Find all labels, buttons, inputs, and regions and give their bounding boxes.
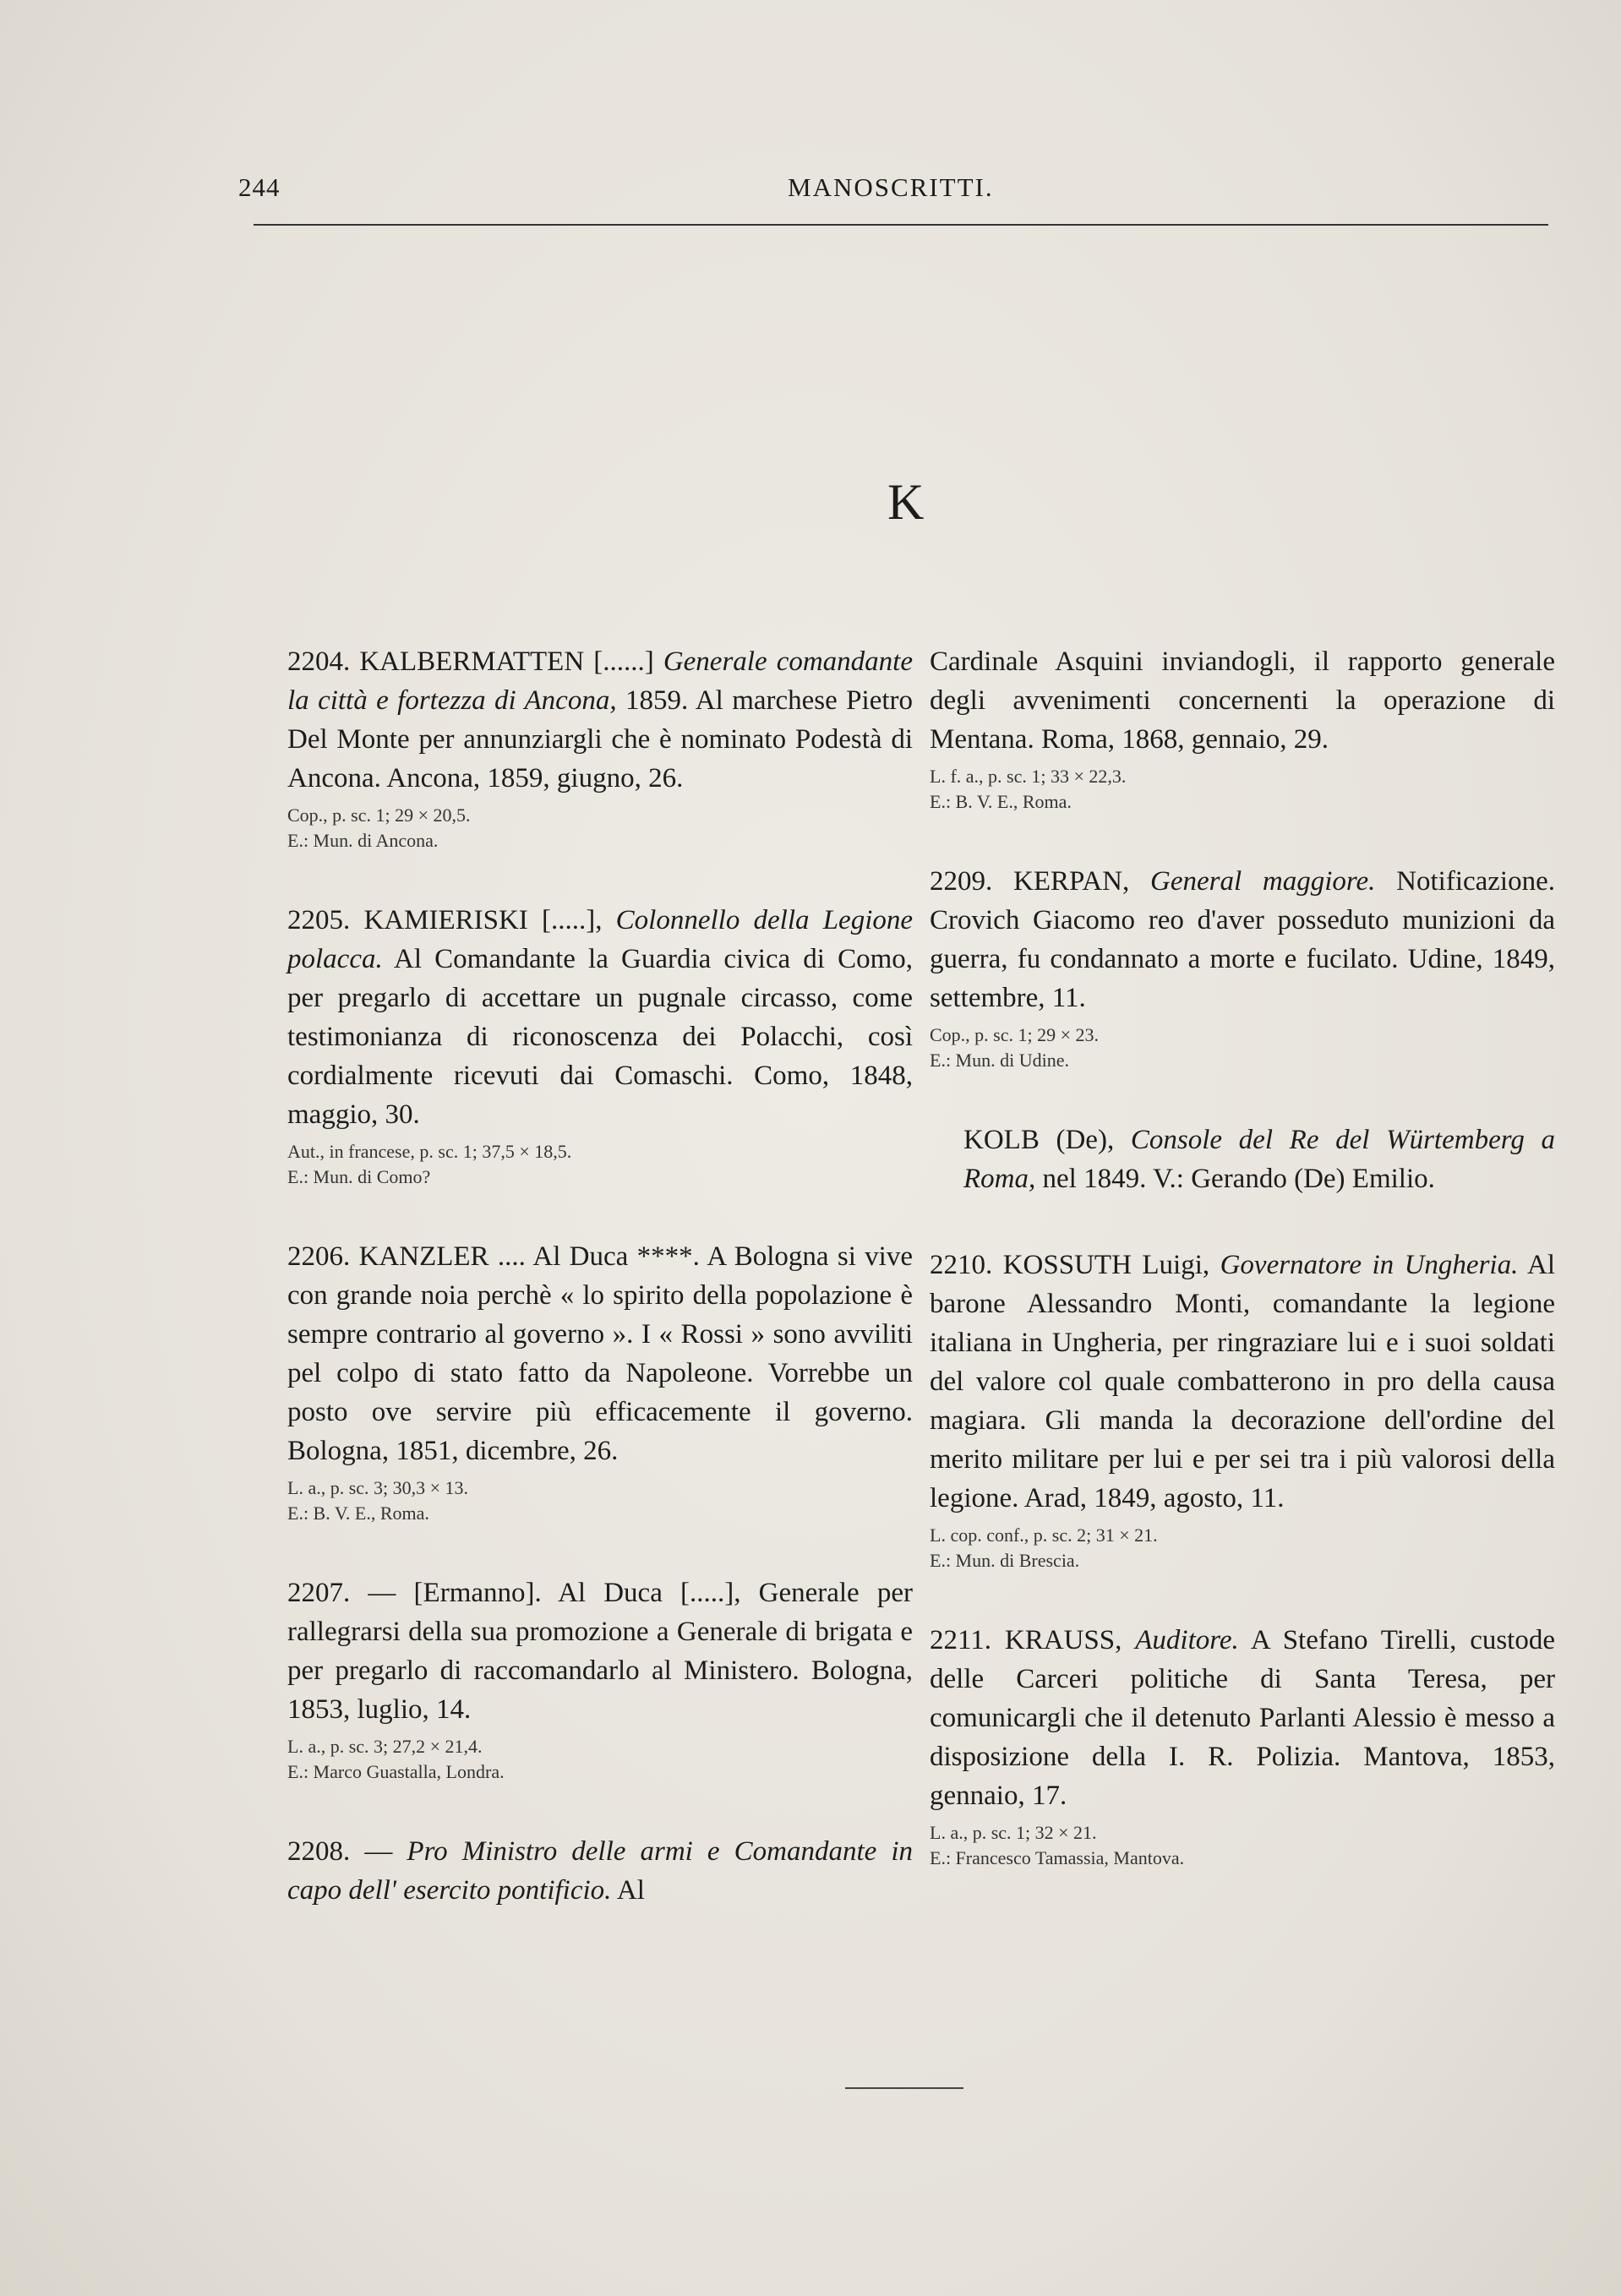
entry-title: Generale comandante la città e fortezza di Ancona, <box>287 646 913 716</box>
entry-description: Al Comandante la Guardia civica di Como, per pregarlo di accettare un pugnale circasso, come testimonianza di riconoscenza dei Polacchi, così cordialmente ricevuti dai Comaschi. Como, 1848, maggio, 30. <box>287 944 914 1130</box>
entry-text <box>287 642 913 798</box>
entry-description: Al barone Alessandro Monti, comandante la legione italiana in Ungheria, per ringraziare lui e i suoi soldati del valore col quale combatterono in pro della causa magiara. Gli manda la decorazione dell'ordine del merito militare per lui e per sei tra i più valorosi della legione. Arad, 1849, agosto, 11. <box>930 1250 1555 1513</box>
catalog-entry <box>287 901 913 1190</box>
entry-description: A Stefano Tirelli, custode delle Carceri politiche di Santa Teresa, per comunicargli che il detenuto Parlanti Alessio è messo a disposizione della I. R. Polizia. Mantova, 1853, gennaio, 17. <box>930 1625 1555 1811</box>
entry-number: 2204. <box>287 646 351 677</box>
entry-number: 2205. <box>287 905 351 935</box>
entry-location-note: E.: B. V. E., Roma. <box>930 791 1072 812</box>
right-column <box>930 642 1555 1918</box>
left-column <box>287 642 913 1957</box>
entry-description: per rallegrarsi della sua promozione a Generale di brigata e per pregarlo di raccomandarlo al Ministero. Bologna, 1853, luglio, 14. <box>287 1578 914 1725</box>
page-number: 244 <box>238 172 281 202</box>
entry-physical-note: L. a., p. sc. 1; 32 × 21. <box>930 1822 1097 1843</box>
section-letter: K <box>887 474 925 530</box>
page-header <box>230 169 1548 220</box>
catalog-entry <box>287 1573 913 1785</box>
entry-physical-note: L. a., p. sc. 3; 27,2 × 21,4. <box>287 1736 483 1757</box>
entry-physical-note: Aut., in francese, p. sc. 1; 37,5 × 18,5. <box>287 1141 572 1162</box>
entry-name: KANZLER .... Al Duca ****. <box>358 1241 700 1272</box>
entry-title: Colonnello della Legione polacca. <box>287 905 914 974</box>
catalog-entry <box>287 1237 913 1526</box>
entry-title: Auditore. <box>1135 1625 1239 1655</box>
catalog-entry <box>930 862 1555 1073</box>
catalog-entry-continued <box>930 642 1555 815</box>
entry-description: Al <box>616 1875 645 1906</box>
entry-name: KAMIERISKI [.....], <box>363 905 603 935</box>
bottom-rule <box>845 2087 963 2089</box>
entry-text <box>287 901 913 1134</box>
entry-physical-note: L. f. a., p. sc. 1; 33 × 22,3. <box>930 766 1127 787</box>
entry-number: 2211. <box>930 1625 992 1655</box>
header-rule <box>254 224 1548 226</box>
entry-title: Pro Ministro delle armi e Comandante in capo dell' esercito pontificio. <box>287 1836 914 1906</box>
entry-name: KOLB (De), <box>963 1125 1115 1155</box>
entry-location-note: E.: Mun. di Udine. <box>930 1050 1069 1071</box>
entry-physical-note: Cop., p. sc. 1; 29 × 20,5. <box>287 804 471 826</box>
entry-description: nel 1849. V.: Gerando (De) Emilio. <box>1042 1164 1435 1194</box>
entry-physical-note: L. a., p. sc. 3; 30,3 × 13. <box>287 1477 469 1498</box>
entry-title: General maggiore. <box>1150 866 1376 897</box>
entry-number: 2207. <box>287 1578 351 1608</box>
entry-physical-note: L. cop. conf., p. sc. 2; 31 × 21. <box>930 1524 1158 1546</box>
entry-description: 1859. Al marchese Pietro Del Monte per annunziargli che è nominato Podestà di Ancona. Ancona, 1859, giugno, 26. <box>287 685 914 794</box>
cross-reference-entry <box>930 1121 1555 1198</box>
entry-description: A Bologna si vive con grande noia perchè « lo spirito della popolazione è sempre contrario al governo ». I « Rossi » sono avviliti pel colpo di stato fatto da Napoleone. Vorrebbe un posto ove servire più efficacemente il governo. Bologna, 1851, dicembre, 26. <box>287 1241 914 1466</box>
entry-description: Notificazione. Crovich Giacomo reo d'aver posseduto munizioni da guerra, fu condannato a morte e fucilato. Udine, 1849, settembre, 11. <box>930 866 1555 1013</box>
entry-name: KERPAN, <box>1013 866 1130 897</box>
entry-location-note: E.: Mun. di Como? <box>287 1166 431 1187</box>
entry-number: 2209. <box>930 866 993 897</box>
entry-number: 2206. <box>287 1241 351 1272</box>
entry-name: KOSSUTH Luigi, <box>1002 1250 1210 1280</box>
entry-location-note: E.: Mun. di Brescia. <box>930 1550 1080 1571</box>
entry-text <box>287 1573 913 1729</box>
entry-text <box>963 1121 1555 1198</box>
entry-number: 2210. <box>930 1250 993 1280</box>
entry-description: Cardinale Asquini inviandogli, il rapporto generale degli avvenimenti concernenti la operazione di Mentana. Roma, 1868, gennaio, 29. <box>930 646 1555 755</box>
entry-name: — [Ermanno]. Al Duca [.....], Generale <box>368 1578 860 1608</box>
entry-location-note: E.: Francesco Tamassia, Mantova. <box>930 1847 1185 1868</box>
entry-location-note: E.: Mun. di Ancona. <box>287 830 439 851</box>
entry-number: 2208. <box>287 1836 351 1867</box>
catalog-entry <box>930 1246 1555 1573</box>
entry-text <box>930 862 1555 1017</box>
entry-text <box>930 1246 1555 1518</box>
entry-title: Governatore in Ungheria. <box>1220 1250 1519 1280</box>
entry-text <box>930 1621 1555 1815</box>
entry-title: Console del Re del Würtemberg a Roma, <box>963 1125 1555 1194</box>
entry-name: KRAUSS, <box>1004 1625 1122 1655</box>
entry-physical-note: Cop., p. sc. 1; 29 × 23. <box>930 1024 1100 1045</box>
catalog-entry <box>287 1832 913 1910</box>
entry-text <box>287 1832 913 1910</box>
catalog-entry <box>287 642 913 854</box>
entry-location-note: E.: B. V. E., Roma. <box>287 1502 429 1524</box>
entry-name: — <box>364 1836 393 1867</box>
entry-location-note: E.: Marco Guastalla, Londra. <box>287 1761 505 1782</box>
running-head: MANOSCRITTI. <box>788 172 994 202</box>
entry-name: KALBERMATTEN [......] <box>359 646 654 677</box>
catalog-entry <box>930 1621 1555 1871</box>
entry-text <box>287 1237 913 1470</box>
